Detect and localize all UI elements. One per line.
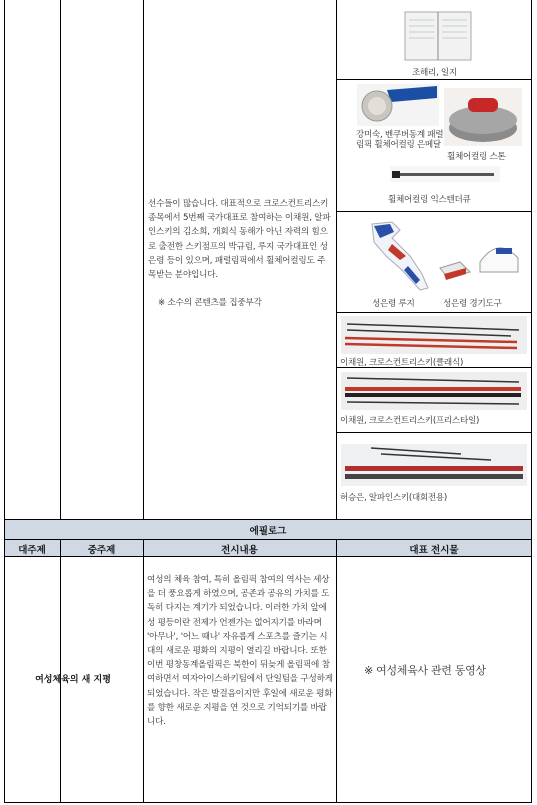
table-border [60, 539, 61, 803]
curling-stone-photo [444, 88, 522, 146]
table-border [336, 539, 337, 803]
table-border [4, 802, 532, 803]
table-border [4, 556, 532, 557]
epilogue-exhibit-text: ※ 여성체육사 관련 동영상 [364, 664, 486, 677]
luge-equipment-photo [436, 232, 524, 286]
exhibit-caption: 이채원, 크로스컨트리스키(클래식) [340, 358, 463, 368]
table-border [143, 539, 144, 803]
luge-suit-photo [362, 216, 434, 292]
classic-ski-photo [341, 316, 527, 354]
exhibit-caption: 이채원, 크로스컨트리스키(프리스타일) [340, 416, 479, 426]
exhibit-caption: 휠체어컬링 스톤 [447, 152, 506, 162]
diary-photo [403, 10, 473, 62]
table-border [60, 0, 61, 519]
column-header-exhibit: 대표 전시물 [409, 545, 459, 556]
description-text: 선수들이 많습니다. 대표적으로 크로스컨트리스키 종목에서 5번째 국가대표로 참여하는 이채원, 알파인스키의 김소희, 개회식 동해가 아닌 자력의 힘으로 출전한 스키점프의 박규림, 루지 국가대표인 성은령 등이 있으며, 패럴림픽에서 휠체어컬링도 주목받는 분야입니다. [148, 199, 331, 281]
medal-photo [357, 84, 439, 126]
table-border [336, 312, 532, 313]
table-border [336, 432, 532, 433]
table-border [4, 539, 532, 540]
table-border [4, 0, 5, 519]
note-text: ※ 소수의 콘텐츠를 집중부각 [158, 298, 262, 308]
column-header-content: 전시내용 [221, 545, 258, 556]
table-border [531, 0, 532, 519]
exhibit-caption: 강미숙, 벤쿠버동계 패럴림픽 휠체어컬링 은메달 [356, 130, 444, 150]
table-border [531, 519, 532, 803]
exhibit-caption: 성은령 루지 [372, 299, 415, 309]
alpine-ski-photo [341, 444, 527, 486]
freestyle-ski-photo [341, 372, 527, 410]
exhibit-caption: 조해리, 일지 [412, 68, 457, 78]
column-header-main-theme: 대주제 [18, 545, 46, 556]
table-border [336, 0, 337, 519]
main-theme-cell: 여성체육의 새 지평 [35, 675, 111, 685]
table-border [4, 519, 5, 803]
exhibit-caption: 휠체어컬링 익스텐더큐 [388, 195, 471, 205]
epilogue-content-text: 여성의 체육 참여, 특히 올림픽 참여의 역사는 세상을 더 풍요롭게 하였으며, 공존과 공유의 가치를 도독히 다지는 계기가 되었습니다. 이러한 가치 앞에 성 평등이란 전제가 언젠가는 없어지기를 바라며 '아무나', '어느 때나' 자유롭게 스포츠를 즐기는 시대의 새로운 평화의 지평이 열리길 바랍니다. 또한 이번 평창동계올림픽은 북한이 뒤늦게 올림픽에 참여하면서 여자아이스하키팀에서 단일팀을 구성하게 되었습니다. 작은 발걸음이지만 후일에 새로운 평화를 향한 새로운 지평을 연 것으로 기억되기를 바랍니다. [147, 575, 333, 728]
extender-cue-photo [390, 166, 500, 182]
table-border [143, 0, 144, 519]
exhibit-caption: 성은령 경기도구 [443, 299, 502, 309]
table-border [4, 519, 532, 520]
epilogue-title: 에필로그 [249, 526, 287, 537]
table-border [336, 79, 532, 80]
table-border [336, 211, 532, 212]
column-header-sub-theme: 중주제 [87, 545, 116, 556]
exhibit-caption: 허승은, 알파인스키(대회전용) [340, 493, 447, 503]
